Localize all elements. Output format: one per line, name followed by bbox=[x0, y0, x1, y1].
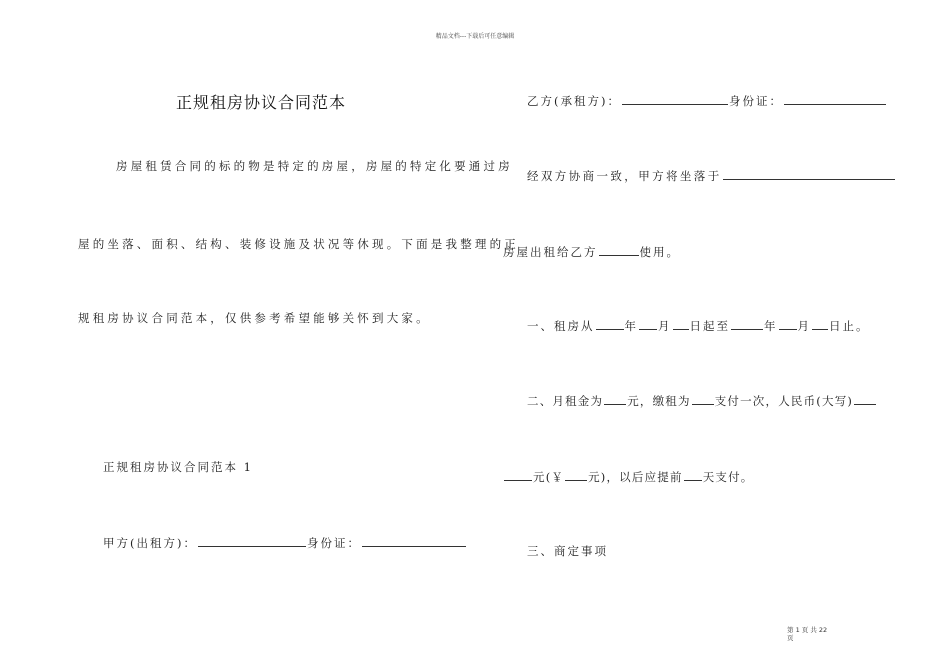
start-year-blank bbox=[596, 319, 624, 330]
page-number-line-1: 第 1 页 共 22 bbox=[787, 626, 828, 634]
party-a-label: 甲方(出租方)： bbox=[103, 536, 197, 550]
party-b-label: 乙方(承租方)： bbox=[527, 94, 621, 108]
rmb-uppercase-blank bbox=[854, 394, 876, 405]
rent-line-1 bbox=[527, 393, 877, 409]
party-a-name-blank bbox=[198, 536, 306, 547]
term-line bbox=[527, 318, 870, 334]
rent-out-pre: 房屋出租给乙方 bbox=[503, 245, 598, 259]
party-a-id-label: 身份证： bbox=[306, 536, 361, 550]
start-day-blank bbox=[673, 319, 689, 330]
rent-amount-blank bbox=[604, 394, 626, 405]
address-blank bbox=[723, 169, 895, 180]
agree-text: 经双方协商一致，甲方将坐落于 bbox=[527, 169, 722, 183]
rmb-number-blank bbox=[565, 470, 587, 481]
section-title: 正规租房协议合同范本 1 bbox=[103, 460, 253, 474]
advance-days-blank bbox=[684, 470, 702, 481]
end-month-blank bbox=[779, 319, 797, 330]
term-year-1: 年 bbox=[624, 319, 638, 333]
rmb-uppercase-blank-2 bbox=[504, 470, 532, 481]
rent-end: 天支付。 bbox=[702, 470, 754, 484]
term-month-1: 月 bbox=[658, 319, 672, 333]
term-year-2: 年 bbox=[764, 319, 778, 333]
intro-line-1: 房屋租赁合同的标的物是特定的房屋，房屋的特定化要通过房 bbox=[116, 159, 513, 173]
party-a-line bbox=[103, 535, 467, 551]
rent-line-2 bbox=[503, 469, 754, 485]
agree-line bbox=[527, 168, 896, 184]
end-day-blank bbox=[812, 319, 828, 330]
rent-pre: 二、月租金为 bbox=[527, 394, 604, 408]
intro-line-3: 规租房协议合同范本，仅供参考希望能够关怀到大家。 bbox=[78, 311, 431, 325]
end-year-blank bbox=[731, 319, 763, 330]
rent-out-post: 使用。 bbox=[639, 245, 680, 259]
pay-period-blank bbox=[692, 394, 714, 405]
page-number-line-2: 页 bbox=[787, 634, 794, 642]
intro-line-2: 屋的坐落、面积、结构、装修设施及状况等休现。下面是我整理的正 bbox=[78, 237, 519, 251]
rent-yuan: 元(￥ bbox=[533, 470, 565, 484]
party-b-id-label: 身份证： bbox=[728, 94, 783, 108]
header-note: 精品文档---下载后可任意编辑 bbox=[435, 33, 515, 40]
rent-mid: 支付一次，人民币(大写) bbox=[714, 394, 854, 408]
start-month-blank bbox=[639, 319, 657, 330]
page-number bbox=[787, 626, 847, 642]
party-b-line bbox=[527, 93, 887, 109]
matters-heading: 三、商定事项 bbox=[527, 544, 608, 558]
term-day-to: 日止。 bbox=[829, 319, 870, 333]
party-a-id-blank bbox=[362, 536, 466, 547]
rent-out-line bbox=[503, 244, 680, 260]
term-month-2: 月 bbox=[797, 319, 811, 333]
use-blank bbox=[599, 245, 639, 256]
document-title: 正规租房协议合同范本 bbox=[176, 93, 347, 112]
term-pre: 一、租房从 bbox=[527, 319, 595, 333]
rent-close: 元)，以后应提前 bbox=[588, 470, 683, 484]
term-day-from: 日起至 bbox=[689, 319, 730, 333]
party-b-id-blank bbox=[784, 94, 886, 105]
party-b-name-blank bbox=[622, 94, 728, 105]
rent-unit: 元，缴租为 bbox=[627, 394, 691, 408]
